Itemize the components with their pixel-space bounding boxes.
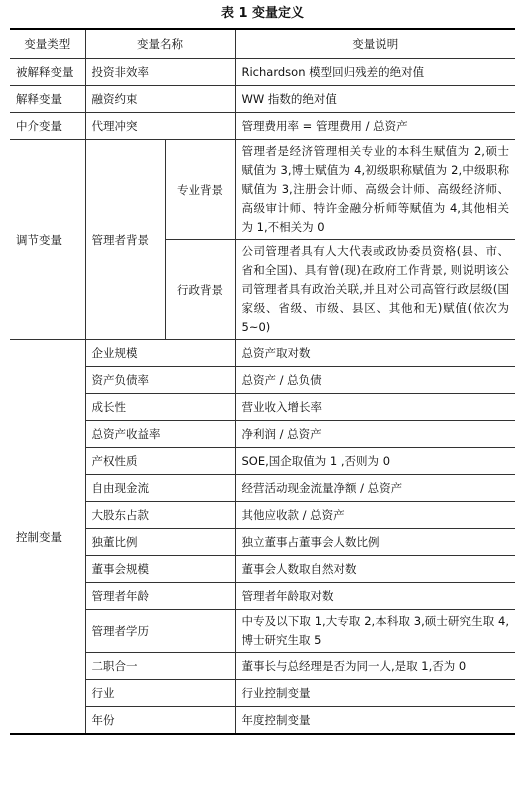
- variable-description-cell: 董事会人数取自然对数: [235, 556, 515, 583]
- variable-description-cell: 公司管理者具有人大代表或政协委员资格(县、市、省和全国)、具有曾(现)在政府工作背景, 则说明该公司管理者具有政治关联,并且对公司高管行政层级(国家级、省级、市级、县区、其他和无)赋值(依次为 5~0): [235, 240, 515, 340]
- header-variable-type: 变量类型: [10, 29, 85, 59]
- variable-description-cell: 管理者是经济管理相关专业的本科生赋值为 2,硕士赋值为 3,博士赋值为 4,初级职称赋值为 2,中级职称赋值为 3,注册会计师、高级会计师、高级经济师、高级审计师、特许金融分析师等赋值为 4,其他相关为 1,不相关为 0: [235, 140, 515, 240]
- table-row: [10, 475, 515, 502]
- variable-type-cell: 被解释变量: [10, 59, 85, 86]
- variable-type-cell: 调节变量: [10, 140, 85, 340]
- variable-name-cell: 总资产收益率: [85, 421, 235, 448]
- variable-description-cell: 经营活动现金流量净额 / 总资产: [235, 475, 515, 502]
- variable-description-cell: 独立董事占董事会人数比例: [235, 529, 515, 556]
- variable-name-cell: 管理者学历: [85, 610, 235, 653]
- sub-variable-name-cell: 专业背景: [165, 140, 235, 240]
- variable-name-cell: 成长性: [85, 394, 235, 421]
- variable-name-cell: 管理者年龄: [85, 583, 235, 610]
- variable-description-cell: WW 指数的绝对值: [235, 86, 515, 113]
- header-row: [10, 29, 515, 59]
- variable-name-cell: 投资非效率: [85, 59, 235, 86]
- variable-type-cell: 中介变量: [10, 113, 85, 140]
- table-row: [10, 653, 515, 680]
- table-row: [10, 340, 515, 367]
- table-row: [10, 140, 515, 240]
- variable-name-cell: 自由现金流: [85, 475, 235, 502]
- table-row: [10, 394, 515, 421]
- variable-description-cell: 总资产 / 总负债: [235, 367, 515, 394]
- variable-description-cell: 管理者年龄取对数: [235, 583, 515, 610]
- table-row: [10, 556, 515, 583]
- variable-name-cell: 产权性质: [85, 448, 235, 475]
- variable-definition-table: [10, 28, 515, 735]
- header-variable-name: 变量名称: [85, 29, 235, 59]
- variable-description-cell: 其他应收款 / 总资产: [235, 502, 515, 529]
- variable-name-cell: 二职合一: [85, 653, 235, 680]
- variable-description-cell: 净利润 / 总资产: [235, 421, 515, 448]
- table-row: [10, 680, 515, 707]
- variable-name-cell: 独董比例: [85, 529, 235, 556]
- variable-name-cell: 行业: [85, 680, 235, 707]
- table-row: [10, 421, 515, 448]
- header-variable-description: 变量说明: [235, 29, 515, 59]
- table-row: [10, 86, 515, 113]
- variable-name-cell: 代理冲突: [85, 113, 235, 140]
- table-row: [10, 707, 515, 735]
- variable-name-cell: 企业规模: [85, 340, 235, 367]
- variable-description-cell: 行业控制变量: [235, 680, 515, 707]
- variable-description-cell: 营业收入增长率: [235, 394, 515, 421]
- variable-description-cell: 年度控制变量: [235, 707, 515, 735]
- variable-description-cell: Richardson 模型回归残差的绝对值: [235, 59, 515, 86]
- variable-name-cell: 大股东占款: [85, 502, 235, 529]
- variable-description-cell: 中专及以下取 1,大专取 2,本科取 3,硕士研究生取 4,博士研究生取 5: [235, 610, 515, 653]
- table-row: [10, 610, 515, 653]
- table-row: [10, 367, 515, 394]
- table-title: 表 1 变量定义: [220, 6, 305, 21]
- variable-type-cell: 解释变量: [10, 86, 85, 113]
- table-row: [10, 502, 515, 529]
- variable-name-cell: 董事会规模: [85, 556, 235, 583]
- table-row: [10, 529, 515, 556]
- variable-description-cell: SOE,国企取值为 1 ,否则为 0: [235, 448, 515, 475]
- table-row: [10, 59, 515, 86]
- variable-description-cell: 董事长与总经理是否为同一人,是取 1,否为 0: [235, 653, 515, 680]
- variable-name-cell: 管理者背景: [85, 140, 165, 340]
- variable-name-cell: 资产负债率: [85, 367, 235, 394]
- variable-description-cell: 管理费用率 = 管理费用 / 总资产: [235, 113, 515, 140]
- table-row: [10, 583, 515, 610]
- table-row: [10, 448, 515, 475]
- variable-name-cell: 年份: [85, 707, 235, 735]
- variable-description-cell: 总资产取对数: [235, 340, 515, 367]
- sub-variable-name-cell: 行政背景: [165, 240, 235, 340]
- table-row: [10, 113, 515, 140]
- variable-type-cell: 控制变量: [10, 340, 85, 735]
- variable-name-cell: 融资约束: [85, 86, 235, 113]
